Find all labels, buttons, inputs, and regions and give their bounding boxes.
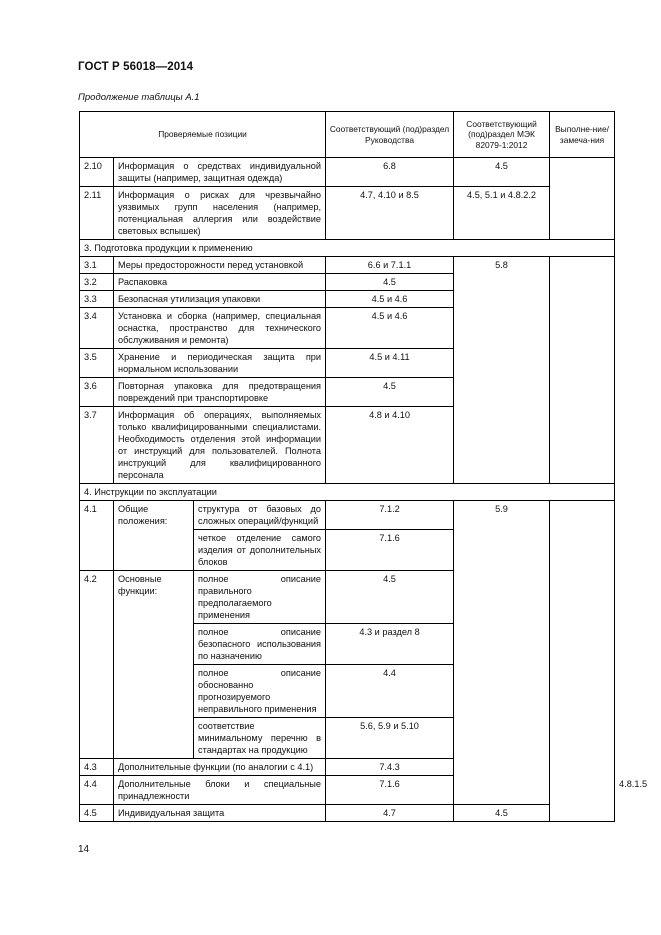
row-number: 4.4 [80, 776, 114, 805]
row-group-label: Общие положения: [114, 501, 194, 571]
section-row [80, 484, 615, 501]
row-guide-ref: 7.1.2 [326, 501, 454, 530]
page-number: 14 [78, 844, 90, 855]
row-subtext: полное описание безопасного использования по назначению [194, 624, 326, 665]
row-remarks [550, 501, 615, 822]
header-positions: Проверяемые позиции [80, 112, 326, 158]
row-iec-ref: 4.5 [454, 158, 550, 187]
row-guide-ref: 4.4 [326, 665, 454, 718]
row-text: Дополнительные функции (по аналогии с 4.1) [114, 759, 326, 776]
row-text: Дополнительные блоки и специальные принадлежности [114, 776, 326, 805]
row-subtext: четкое отделение самого изделия от дополнительных блоков [194, 530, 326, 571]
row-iec-ref: 4.5 [454, 805, 550, 822]
row-guide-ref: 4.5 и 4.6 [326, 291, 454, 308]
row-number: 3.4 [80, 308, 114, 349]
table-row [80, 805, 615, 822]
row-text: Распаковка [114, 274, 326, 291]
row-guide-ref: 7.4.3 [326, 759, 454, 776]
row-number: 3.3 [80, 291, 114, 308]
header-guide-section: Соответствующий (под)раздел Руководства [326, 112, 454, 158]
row-number: 2.11 [80, 187, 114, 240]
row-iec-ref: 5.9 [454, 501, 550, 805]
row-guide-ref: 7.1.6 [326, 530, 454, 571]
header-iec-section: Соответствующий (под)раздел МЭК 82079-1:2012 [454, 112, 550, 158]
table-row [80, 501, 615, 530]
row-guide-ref: 4.7 [326, 805, 454, 822]
row-text: Повторная упаковка для предотвращения повреждений при транспортировке [114, 378, 326, 407]
row-guide-ref: 4.8 и 4.10 [326, 407, 454, 484]
row-guide-ref: 5.6, 5.9 и 5.10 [326, 718, 454, 759]
row-iec-ref: 4.5, 5.1 и 4.8.2.2 [454, 187, 550, 240]
row-number: 3.5 [80, 349, 114, 378]
table-row: 4.4 Дополнительные блоки и специальные принадлежности 7.1.6 4.8.1.5 [80, 776, 615, 805]
row-text: Хранение и периодическая защита при нормальном использовании [114, 349, 326, 378]
row-text: Информация об операциях, выполняемых только квалифицированными специалистами. Необходимость отделения этой информации от инструкций для пользователей. Полнота инструкций для квалифицированного персонала [114, 407, 326, 484]
section-title: 4. Инструкции по эксплуатации [80, 484, 615, 501]
row-text: Информация о средствах индивидуальной защиты (например, защитная одежда) [114, 158, 326, 187]
row-subtext: структура от базовых до сложных операций/функций [194, 501, 326, 530]
row-number: 3.2 [80, 274, 114, 291]
table-header-row [80, 112, 615, 158]
row-number: 4.2 [80, 571, 114, 759]
row-group-label: Основные функции: [114, 571, 194, 759]
row-text: Безопасная утилизация упаковки [114, 291, 326, 308]
row-number: 4.3 [80, 759, 114, 776]
section-row [80, 240, 615, 257]
table-caption: Продолжение таблицы А.1 [78, 92, 200, 103]
table-row [80, 158, 615, 187]
row-number: 3.6 [80, 378, 114, 407]
row-text: Индивидуальная защита [114, 805, 326, 822]
document-header: ГОСТ Р 56018—2014 [78, 61, 194, 73]
row-number: 3.1 [80, 257, 114, 274]
row-remarks [550, 158, 615, 240]
row-remarks [550, 257, 615, 484]
row-number: 4.1 [80, 501, 114, 571]
row-number: 2.10 [80, 158, 114, 187]
row-guide-ref: 6.8 [326, 158, 454, 187]
row-guide-ref: 4.5 [326, 571, 454, 624]
row-iec-ref: 5.8 [454, 257, 550, 484]
row-number: 3.7 [80, 407, 114, 484]
row-guide-ref: 4.5 и 4.11 [326, 349, 454, 378]
row-number: 4.5 [80, 805, 114, 822]
row-subtext: соответствие минимальному перечню в стандартах на продукцию [194, 718, 326, 759]
section-title: 3. Подготовка продукции к применению [80, 240, 615, 257]
row-guide-ref: 4.5 [326, 378, 454, 407]
row-text: Информация о рисках для чрезвычайно уязвимых групп населения (например, потенциальная аллергия или воздействие световых вспышек) [114, 187, 326, 240]
row-subtext: полное описание обоснованно прогнозируемого неправильного применения [194, 665, 326, 718]
row-subtext: полное описание правильного предполагаемого применения [194, 571, 326, 624]
row-guide-ref: 4.5 [326, 274, 454, 291]
header-remarks: Выполне-ние/замеча-ния [550, 112, 615, 158]
table-row [80, 257, 615, 274]
row-text: Меры предосторожности перед установкой [114, 257, 326, 274]
row-text: Установка и сборка (например, специальная оснастка, пространство для технического обслуживания и ремонта) [114, 308, 326, 349]
row-guide-ref: 4.3 и раздел 8 [326, 624, 454, 665]
requirements-table [79, 111, 648, 822]
row-guide-ref: 6.6 и 7.1.1 [326, 257, 454, 274]
row-guide-ref: 4.5 и 4.6 [326, 308, 454, 349]
row-guide-ref: 4.7, 4.10 и 8.5 [326, 187, 454, 240]
row-guide-ref: 7.1.6 [326, 776, 454, 805]
table-row [80, 187, 615, 240]
